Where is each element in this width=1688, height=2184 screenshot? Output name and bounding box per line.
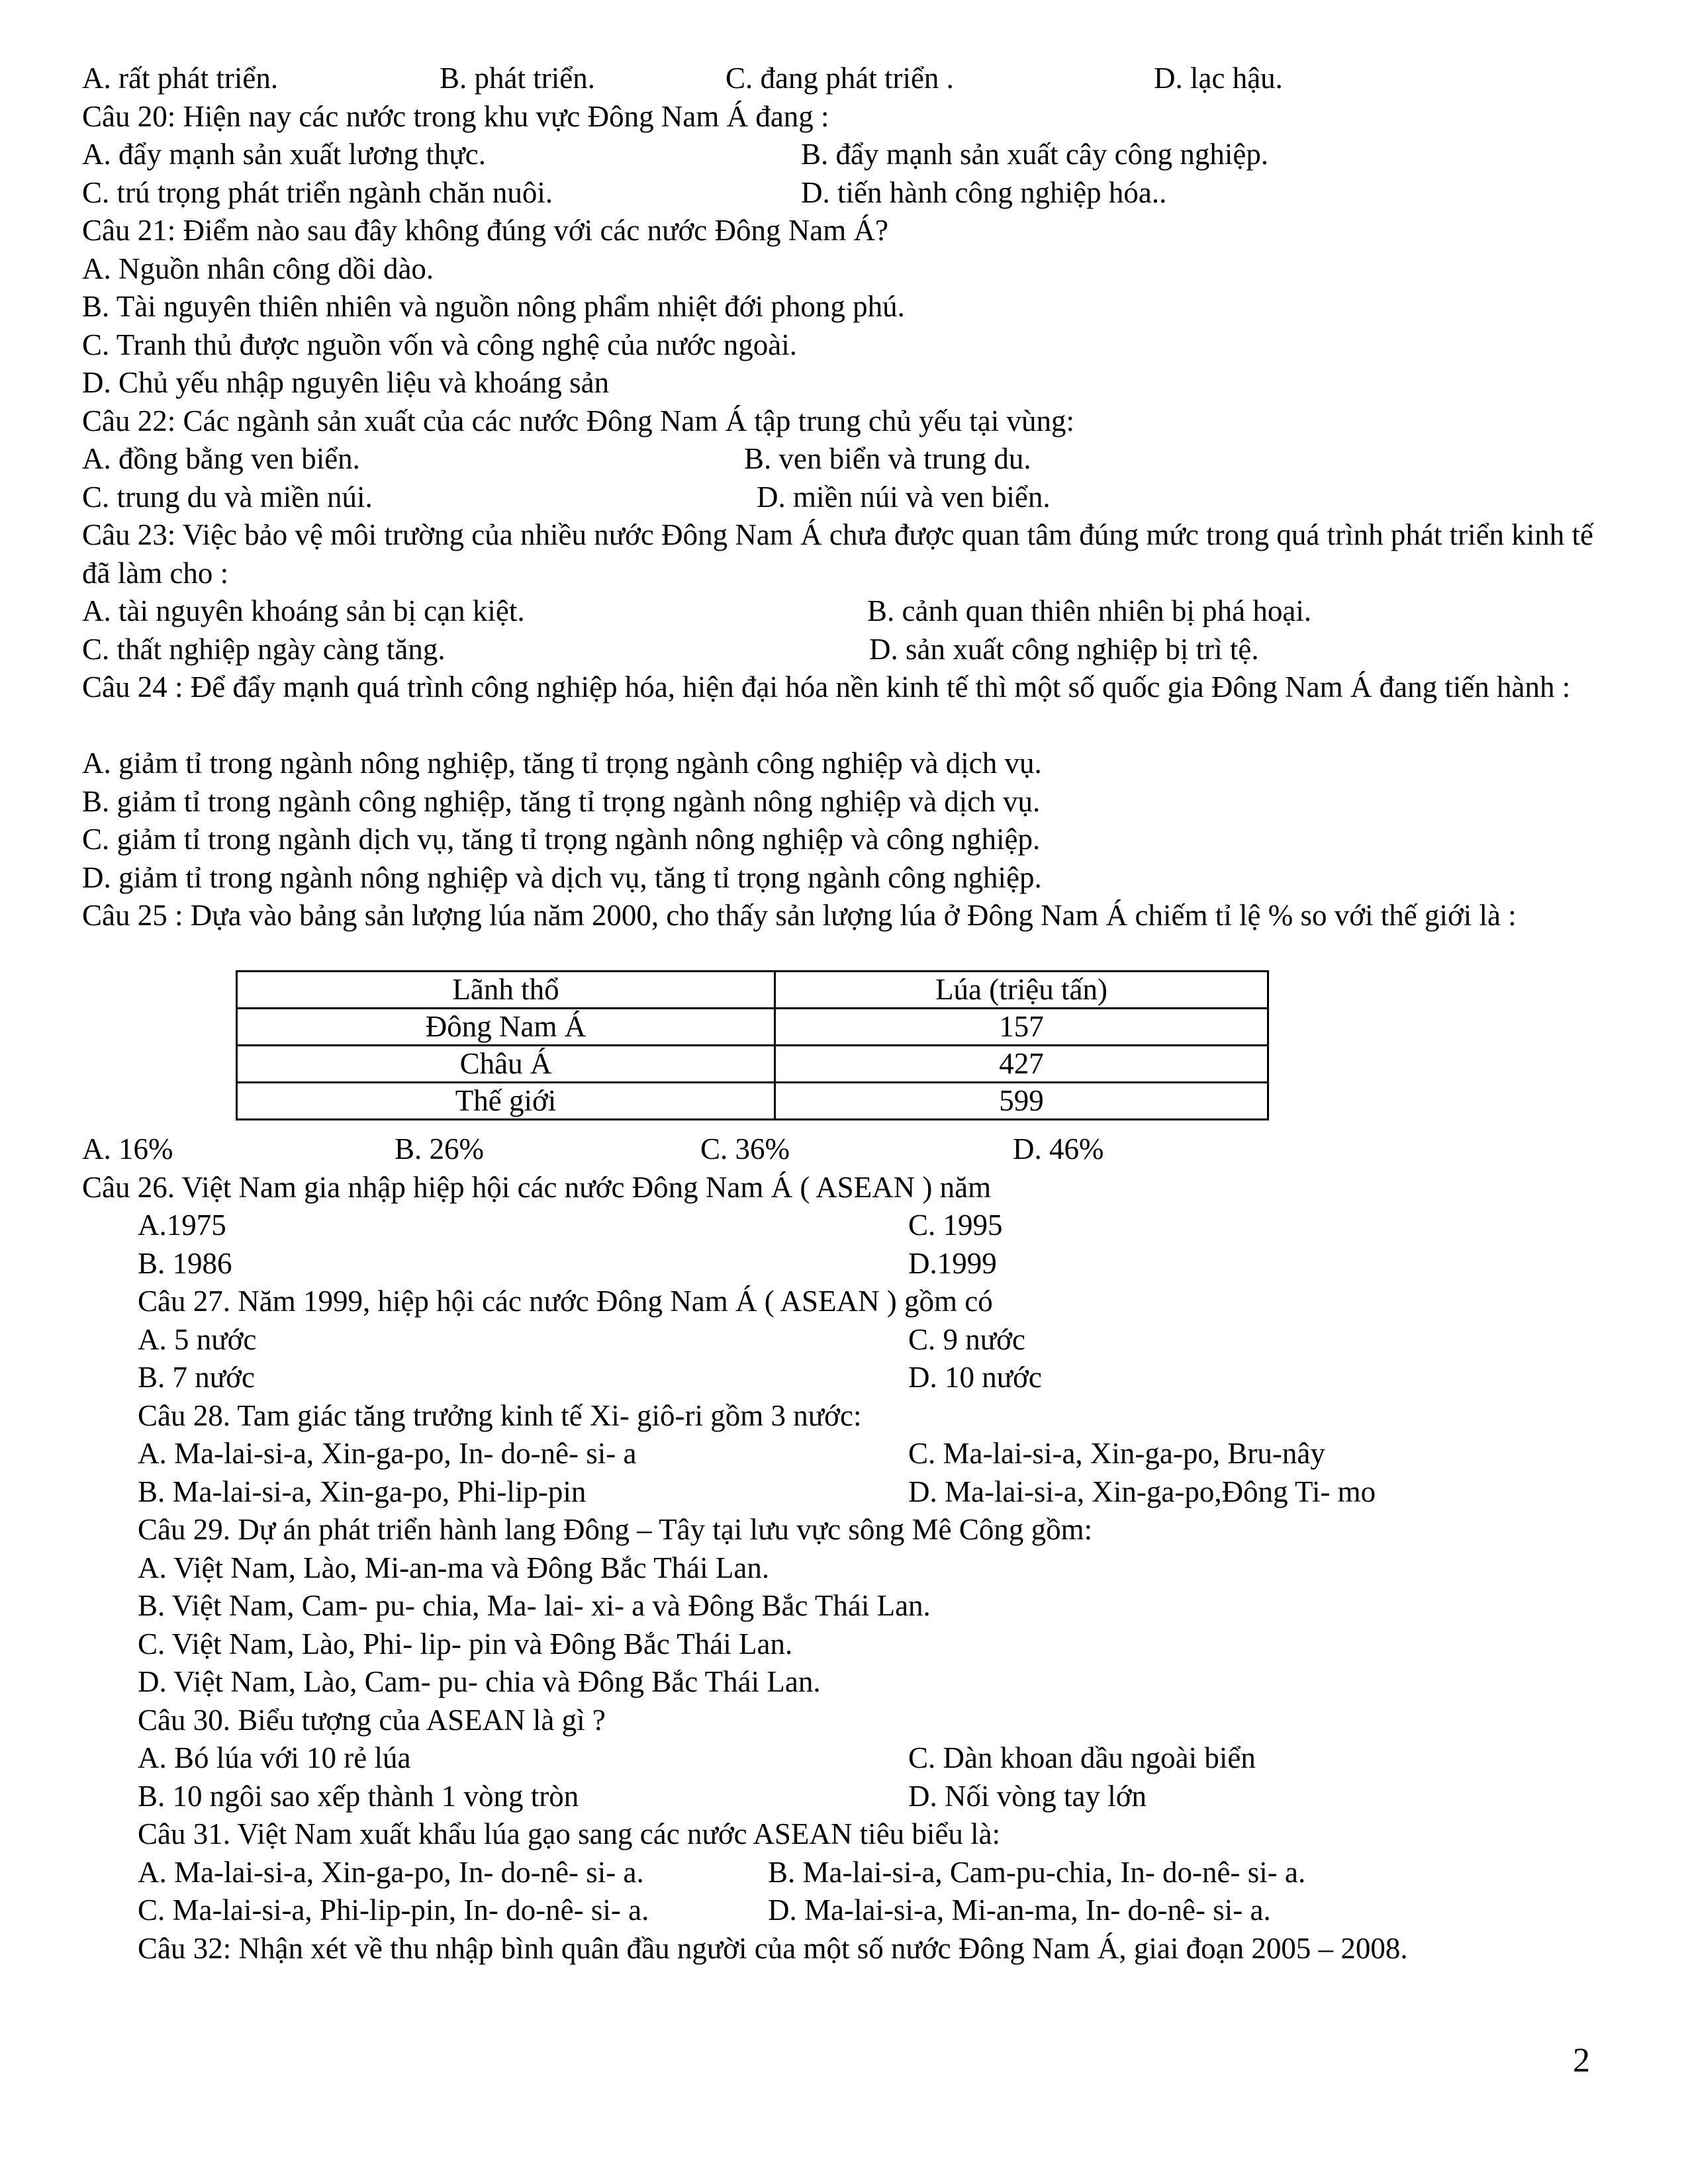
table-cell: 427 (775, 1046, 1268, 1083)
option-c: C. thất nghiệp ngày càng tăng. (82, 633, 445, 666)
option-c: C. trú trọng phát triển ngành chăn nuôi. (82, 176, 553, 209)
option-a: A. Ma-lai-si-a, Xin-ga-po, In- do-nê- si- a (138, 1437, 637, 1470)
option-b: B. cảnh quan thiên nhiên bị phá hoại. (867, 594, 1312, 627)
option-c: C. 1995 (908, 1208, 1003, 1242)
option-d: D. miền núi và ven biển. (757, 480, 1051, 514)
option-b: B. 26% (395, 1132, 484, 1165)
question-32: Câu 32: Nhận xét về thu nhập bình quân đầu người của một số nước Đông Nam Á, giai đoạn 2005 – 2008. (138, 1932, 1408, 1965)
question-28: Câu 28. Tam giác tăng trưởng kinh tế Xi- giô-ri gồm 3 nước: (138, 1399, 862, 1432)
rice-production-table (236, 970, 1269, 1120)
option-b: B. Việt Nam, Cam- pu- chia, Ma- lai- xi- a và Đông Bắc Thái Lan. (138, 1589, 931, 1622)
question-31: Câu 31. Việt Nam xuất khẩu lúa gạo sang các nước ASEAN tiêu biểu là: (138, 1817, 1001, 1850)
option-b: B. Ma-lai-si-a, Cam-pu-chia, In- do-nê- si- a. (768, 1856, 1306, 1889)
question-23: Câu 23: Việc bảo vệ môi trường của nhiều nước Đông Nam Á chưa được quan tâm đúng mức trong quá trình phát triển kinh tế đã làm cho : (82, 518, 1594, 590)
option-d: D. tiến hành công nghiệp hóa.. (801, 176, 1167, 209)
option-a: A. Ma-lai-si-a, Xin-ga-po, In- do-nê- si- a. (138, 1856, 644, 1889)
question-27: Câu 27. Năm 1999, hiệp hội các nước Đông Nam Á ( ASEAN ) gồm có (138, 1285, 993, 1318)
option-c: C. đang phát triển . (726, 62, 954, 95)
table-cell: Thế giới (237, 1083, 775, 1120)
option-b: B. 1986 (138, 1247, 232, 1280)
q19-options (0, 60, 1688, 98)
question-20: Câu 20: Hiện nay các nước trong khu vực Đông Nam Á đang : (82, 100, 829, 133)
option-d: D. lạc hậu. (1154, 62, 1283, 95)
question-21: Câu 21: Điểm nào sau đây không đúng với các nước Đông Nam Á? (82, 214, 888, 247)
option-c: C. trung du và miền núi. (82, 480, 373, 514)
question-25: Câu 25 : Dựa vào bảng sản lượng lúa năm 2000, cho thấy sản lượng lúa ở Đông Nam Á chiếm tỉ lệ % so với thế giới là : (82, 899, 1517, 932)
option-a: A. tài nguyên khoáng sản bị cạn kiệt. (82, 594, 525, 627)
option-c: C. 9 nước (908, 1323, 1025, 1356)
option-b: B. Ma-lai-si-a, Xin-ga-po, Phi-lip-pin (138, 1475, 586, 1508)
option-d: D. giảm tỉ trong ngành nông nghiệp và dịch vụ, tăng tỉ trọng ngành công nghiệp. (82, 861, 1042, 894)
option-c: C. Ma-lai-si-a, Xin-ga-po, Bru-nây (908, 1437, 1325, 1470)
option-a: A. đồng bằng ven biển. (82, 442, 360, 475)
option-d: D. Chủ yếu nhập nguyên liệu và khoáng sản (82, 366, 610, 399)
table-cell: Đông Nam Á (237, 1009, 775, 1046)
option-b: B. Tài nguyên thiên nhiên và nguồn nông phẩm nhiệt đới phong phú. (82, 290, 905, 323)
table-cell: Châu Á (237, 1046, 775, 1083)
option-a: A. 16% (82, 1132, 173, 1165)
option-b: B. ven biển và trung du. (744, 442, 1031, 475)
question-26: Câu 26. Việt Nam gia nhập hiệp hội các nước Đông Nam Á ( ASEAN ) năm (82, 1171, 992, 1204)
column-header: Lãnh thổ (237, 972, 775, 1009)
option-a: A. Việt Nam, Lào, Mi-an-ma và Đông Bắc Thái Lan. (138, 1551, 770, 1584)
option-d: D. Việt Nam, Lào, Cam- pu- chia và Đông Bắc Thái Lan. (138, 1665, 821, 1698)
option-c: C. Ma-lai-si-a, Phi-lip-pin, In- do-nê- si- a. (138, 1893, 649, 1927)
option-b: B. giảm tỉ trong ngành công nghiệp, tăng tỉ trọng ngành nông nghiệp và dịch vụ. (82, 785, 1041, 818)
option-d: D. 10 nước (908, 1361, 1042, 1394)
question-30: Câu 30. Biểu tượng của ASEAN là gì ? (138, 1704, 606, 1737)
option-b: B. phát triển. (440, 62, 595, 95)
option-a: A. Nguồn nhân công dồi dào. (82, 252, 434, 285)
option-b: B. 7 nước (138, 1361, 255, 1394)
table-row (237, 1009, 1268, 1046)
option-d: D.1999 (908, 1247, 997, 1280)
table-row (237, 1046, 1268, 1083)
page-number: 2 (1573, 2042, 1590, 2079)
option-b: B. đẩy mạnh sản xuất cây công nghiệp. (801, 138, 1269, 171)
option-d: D. Ma-lai-si-a, Xin-ga-po,Đông Ti- mo (908, 1475, 1376, 1508)
option-d: D. 46% (1013, 1132, 1104, 1165)
option-a: A.1975 (138, 1208, 226, 1242)
option-a: A. giảm tỉ trong ngành nông nghiệp, tăng tỉ trọng ngành công nghiệp và dịch vụ. (82, 747, 1042, 780)
question-22: Câu 22: Các ngành sản xuất của các nước Đông Nam Á tập trung chủ yếu tại vùng: (82, 404, 1075, 437)
option-b: B. 10 ngôi sao xếp thành 1 vòng tròn (138, 1780, 579, 1813)
column-header: Lúa (triệu tấn) (775, 972, 1268, 1009)
question-24: Câu 24 : Để đẩy mạnh quá trình công nghiệp hóa, hiện đại hóa nền kinh tế thì một số quốc gia Đông Nam Á đang tiến hành : (82, 670, 1571, 704)
option-a: A. Bó lúa với 10 rẻ lúa (138, 1741, 411, 1774)
option-c: C. 36% (700, 1132, 790, 1165)
option-a: A. rất phát triển. (82, 62, 279, 95)
option-d: D. Ma-lai-si-a, Mi-an-ma, In- do-nê- si- a. (768, 1893, 1271, 1927)
option-a: A. 5 nước (138, 1323, 257, 1356)
option-c: C. Dàn khoan dầu ngoài biển (908, 1741, 1256, 1774)
question-29: Câu 29. Dự án phát triển hành lang Đông – Tây tại lưu vực sông Mê Công gồm: (138, 1513, 1093, 1546)
option-d: D. sản xuất công nghiệp bị trì tệ. (869, 633, 1259, 666)
table-cell: 599 (775, 1083, 1268, 1120)
option-c: C. Việt Nam, Lào, Phi- lip- pin và Đông Bắc Thái Lan. (138, 1627, 793, 1661)
option-a: A. đẩy mạnh sản xuất lương thực. (82, 138, 486, 171)
table-row (237, 1083, 1268, 1120)
table-header-row (237, 972, 1268, 1009)
option-c: C. Tranh thủ được nguồn vốn và công nghệ của nước ngoài. (82, 328, 797, 361)
option-c: C. giảm tỉ trong ngành dịch vụ, tăng tỉ trọng ngành nông nghiệp và công nghiệp. (82, 823, 1041, 856)
option-d: D. Nối vòng tay lớn (908, 1780, 1147, 1813)
table-cell: 157 (775, 1009, 1268, 1046)
